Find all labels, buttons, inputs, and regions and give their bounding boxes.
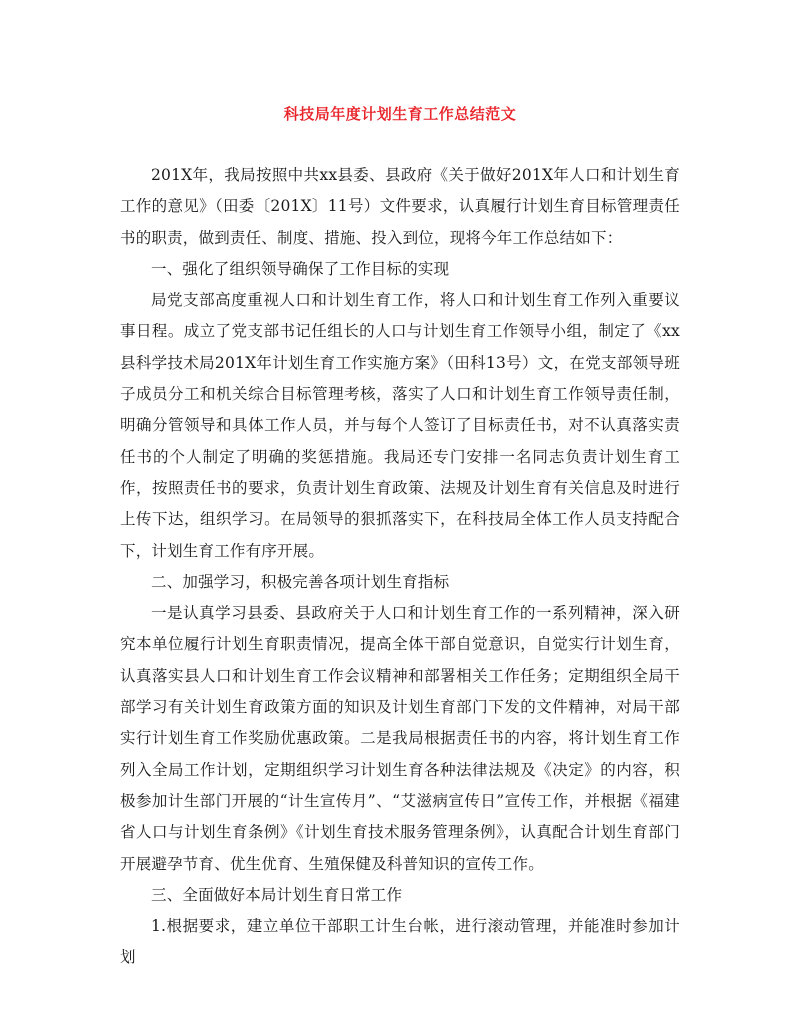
section-2-heading: 二、加强学习，积极完善各项计划生育指标 [151, 572, 450, 591]
intro-paragraph: 201X年，我局按照中共xx县委、县政府《关于做好201X年人口和计划生育工作的意见》（田委〔201X〕11号）文件要求，认真履行计划生育目标管理责任书的职责，做到责任、制度、措施、投入到位，现将今年工作总结如下： [120, 166, 680, 247]
section-2-paragraph: 一是认真学习县委、县政府关于人口和计划生育工作的一系列精神，深入研究本单位履行计划生育职责情况，提高全体干部自觉意识，自觉实行计划生育，认真落实县人口和计划生育工作会议精神和部署相关工作任务；定期组织全局干部学习有关计划生育政策方面的知识及计划生育部门下发的文件精神，对局干部实行计划生育工作奖励优惠政策。二是我局根据责任书的内容，将计划生育工作列入全局工作计划，定期组织学习计划生育各种法律法规及《决定》的内容，积极参加计生部门开展的“计生宣传月”、“艾滋病宣传日”宣传工作，并根据《福建省人口与计划生育条例》《计划生育技术服务管理条例》，认真配合计划生育部门开展避孕节育、优生优育、生殖保健及科普知识的宣传工作。 [120, 604, 680, 873]
section-1-paragraph: 局党支部高度重视人口和计划生育工作，将人口和计划生育工作列入重要议事日程。成立了党支部书记任组长的人口与计划生育工作领导小组，制定了《xx县科学技术局201X年计划生育工作实施方案》（田科13号）文，在党支部领导班子成员分工和机关综合目标管理考核，落实了人口和计划生育工作领导责任制，明确分管领导和具体工作人员，并与每个人签订了目标责任书，对不认真落实责任书的个人制定了明确的奖惩措施。我局还专门安排一名同志负责计划生育工作，按照责任书的要求，负责计划生育政策、法规及计划生育有关信息及时进行上传下达，组织学习。在局领导的狠抓落实下，在科技局全体工作人员支持配合下，计划生育工作有序开展。 [120, 291, 680, 560]
document-page [120, 0, 680, 1035]
document-body [120, 160, 680, 974]
section-3-item-1: 1.根据要求，建立单位干部职工计生台帐，进行滚动管理，并能准时参加计划 [120, 917, 680, 967]
document-title: 科技局年度计划生育工作总结范文 [283, 105, 517, 123]
section-1-heading: 一、强化了组织领导确保了工作目标的实现 [151, 259, 450, 278]
section-3-heading: 三、全面做好本局计划生育日常工作 [151, 885, 403, 904]
